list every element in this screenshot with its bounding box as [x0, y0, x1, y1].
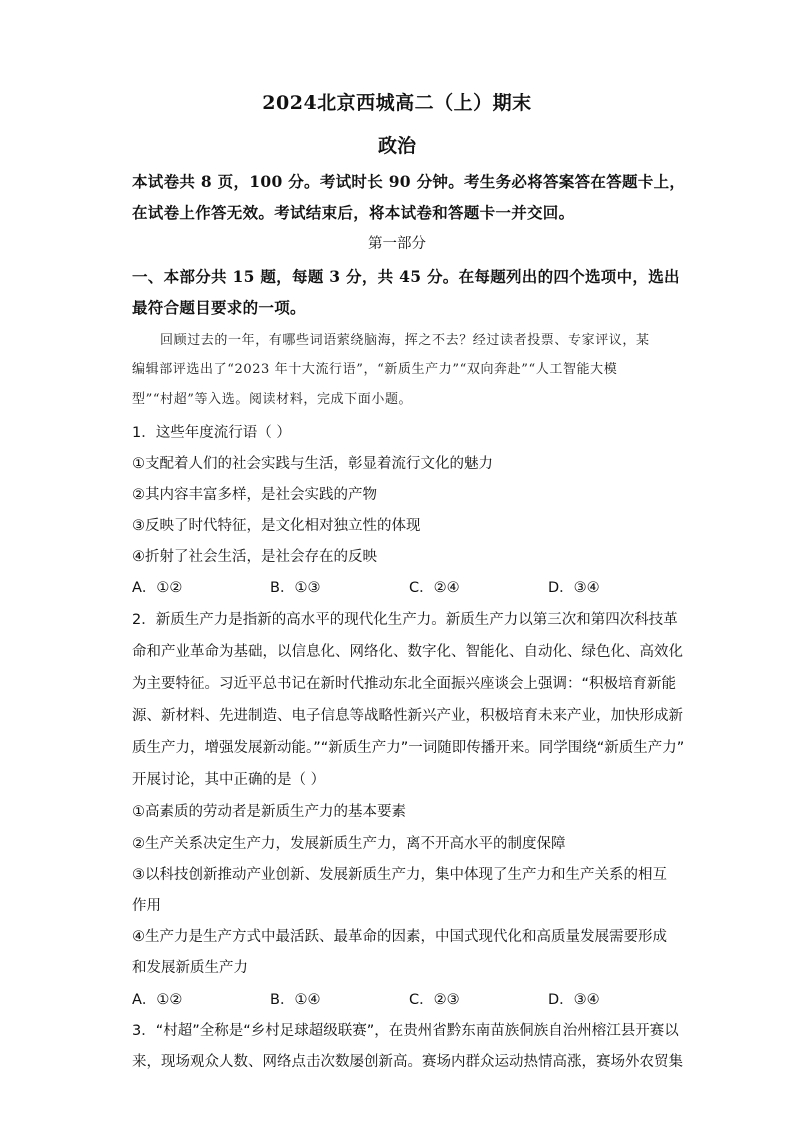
instruction-line: 在试卷上作答无效。考试结束后，将本试卷和答题卡一并交回。 — [132, 203, 575, 222]
q2-item: 和发展新质生产力 — [132, 960, 248, 976]
q1-item: ②其内容丰富多样，是社会实践的产物 — [132, 487, 377, 503]
q2-item: 作用 — [132, 898, 161, 914]
q2-item: ①高素质的劳动者是新质生产力的基本要素 — [132, 804, 406, 820]
q2-item: ③以科技创新推动产业创新、发展新质生产力，集中体现了生产力和生产关系的相互 — [132, 867, 667, 883]
q3-stem-line: 来，现场观众人数、网络点击次数屡创新高。赛场内群众运动热情高涨，赛场外农贸集 — [132, 1054, 683, 1070]
q1-item: ③反映了时代特征，是文化相对独立性的体现 — [132, 518, 421, 534]
material-line: 型”“村超”等入选。阅读材料，完成下面小题。 — [132, 392, 413, 407]
subject-title: 政治 — [377, 135, 416, 157]
q2-stem-line: 命和产业革命为基础，以信息化、网络化、数字化、智能化、自动化、绿色化、高效化 — [132, 644, 683, 660]
instruction-line: 本试卷共 8 页，100 分。考试时长 90 分钟。考生务必将答案答在答题卡上， — [132, 172, 686, 191]
q2-stem-line: 源、新材料、先进制造、电子信息等战略性新兴产业，积极培育未来产业，加快形成新 — [132, 708, 683, 724]
q1-option-c[interactable]: C．②④ — [409, 580, 460, 596]
q2-stem-line: 为主要特征。习近平总书记在新时代推动东北全面振兴座谈会上强调：“积极培育新能 — [132, 676, 677, 692]
q2-option-c[interactable]: C．②③ — [409, 992, 460, 1008]
q2-stem-line: 2．新质生产力是指新的高水平的现代化生产力。新质生产力以第三次和第四次科技革 — [132, 612, 678, 628]
q1-item: ④折射了社会生活，是社会存在的反映 — [132, 549, 377, 565]
q1-option-a[interactable]: A．①② — [132, 580, 183, 596]
q2-item: ②生产关系决定生产力，发展新质生产力，离不开高水平的制度保障 — [132, 836, 566, 852]
part-title: 第一部分 — [368, 236, 426, 252]
q2-option-b[interactable]: B．①④ — [270, 992, 321, 1008]
exam-title: 2024北京西城高二（上）期末 — [262, 92, 532, 114]
q2-option-d[interactable]: D．③④ — [548, 992, 600, 1008]
q1-option-b[interactable]: B．①③ — [270, 580, 321, 596]
q1-item: ①支配着人们的社会实践与生活，彰显着流行文化的魅力 — [132, 456, 493, 472]
section-intro-line: 最符合题目要求的一项。 — [132, 298, 306, 317]
q2-item: ④生产力是生产方式中最活跃、最革命的因素，中国式现代化和高质量发展需要形成 — [132, 929, 667, 945]
material-line: 编辑部评选出了“2023 年十大流行语”，“新质生产力”“双向奔赴”“人工智能大模 — [132, 362, 618, 377]
q2-option-a[interactable]: A．①② — [132, 992, 183, 1008]
material-line: 回顾过去的一年，有哪些词语萦绕脑海，挥之不去？经过读者投票、专家评议，某 — [160, 333, 650, 348]
q2-stem-line: 质生产力，增强发展新动能。”“新质生产力”一词随即传播开来。同学围绕“新质生产力” — [132, 740, 685, 756]
q1-option-d[interactable]: D．③④ — [548, 580, 600, 596]
q3-stem-line: 3．“村超”全称是“乡村足球超级联赛”，在贵州省黔东南苗族侗族自治州榕江县开赛以 — [132, 1023, 679, 1039]
section-intro-line: 一、本部分共 15 题，每题 3 分，共 45 分。在每题列出的四个选项中，选出 — [132, 267, 680, 286]
q1-stem: 1．这些年度流行语（ ） — [132, 425, 291, 441]
q2-stem-line: 开展讨论，其中正确的是（ ） — [132, 772, 326, 788]
